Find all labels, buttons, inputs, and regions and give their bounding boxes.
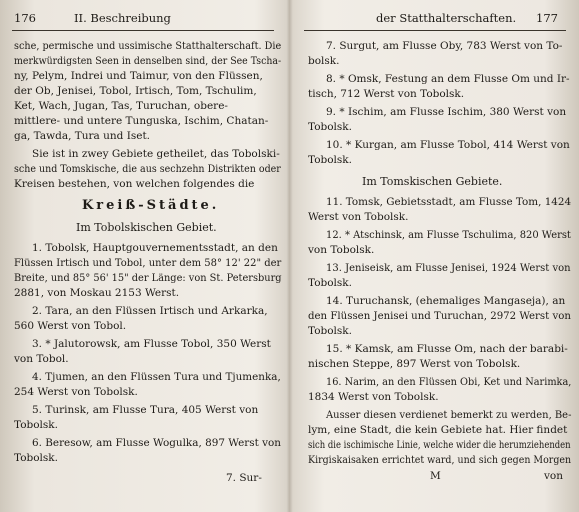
text-line: Sie ist in zwey Gebiete getheilet, das Tobolski- <box>32 148 280 160</box>
entry-line: tisch, 712 Werst von Tobolsk. <box>308 88 465 100</box>
entry-line: den Flüssen Jenisei und Turuchan, 2972 Werst von <box>308 310 571 322</box>
text-line: lym, eine Stadt, die kein Gebiete hat. Hier findet <box>308 424 568 436</box>
entry-line: von Tobolsk. <box>308 244 375 256</box>
header-rule <box>304 30 566 31</box>
entry-line: Werst von Tobolsk. <box>308 211 409 223</box>
entry-line: 10. * Kurgan, am Flusse Tobol, 414 Werst von <box>326 139 570 151</box>
entry-line: Tobolsk. <box>308 277 352 289</box>
entry-line: Tobolsk. <box>14 419 58 431</box>
header-rule <box>12 30 274 31</box>
page-number: 177 <box>536 11 558 25</box>
entry-line: von Tobol. <box>14 353 69 365</box>
entry-line: 15. * Kamsk, am Flusse Om, nach der barabi- <box>326 343 568 355</box>
entry-line: 14. Turuchansk, (ehemaliges Mangaseja), an <box>326 295 566 307</box>
text-line: merkwürdigsten Seen in denselben sind, der See Tscha- <box>14 55 282 67</box>
entry-line: 1834 Werst von Tobolsk. <box>308 391 439 403</box>
entry-line: 7. Surgut, am Flusse Oby, 783 Werst von To- <box>326 40 563 52</box>
entry-line: Tobolsk. <box>308 154 352 166</box>
entry-line: 9. * Ischim, am Flusse Ischim, 380 Werst von <box>326 106 567 118</box>
text-line: ga, Tawda, Tura und Iset. <box>14 130 151 142</box>
entry-line: Tobolsk. <box>308 121 352 133</box>
text-line: mittlere- und untere Tunguska, Ischim, Chatan- <box>14 115 269 127</box>
entry-line: 3. * Jalutorowsk, am Flusse Tobol, 350 Werst <box>32 338 271 350</box>
text-line: sche und Tomskische, die aus sechzehn Distrikten oder <box>14 163 281 175</box>
text-line: ny, Pelym, Indrei und Taimur, von den Flüssen, <box>14 70 263 82</box>
entry-line: 13. Jeniseisk, am Flusse Jenisei, 1924 Werst von <box>326 262 571 274</box>
left-page <box>0 0 289 512</box>
entry-line: Flüssen Irtisch und Tobol, unter dem 58° 12' 22" der <box>14 257 282 269</box>
entry-line: 16. Narim, an den Flüssen Obi, Ket und Narimka, <box>326 376 572 388</box>
entry-line: 5. Turinsk, am Flusse Tura, 405 Werst von <box>32 404 259 416</box>
sub-title: Im Tobolskischen Gebiet. <box>76 221 217 234</box>
text-line: der Ob, Jenisei, Tobol, Irtisch, Tom, Tschulim, <box>14 85 257 97</box>
section-title: Kreiß-Städte. <box>82 198 220 213</box>
entry-line: nischen Steppe, 897 Werst von Tobolsk. <box>308 358 521 370</box>
text-line: Ket, Wach, Jugan, Tas, Turuchan, obere- <box>14 100 228 112</box>
catchword: 7. Sur- <box>226 472 262 484</box>
entry-line: 11. Tomsk, Gebietsstadt, am Flusse Tom, 1424 <box>326 196 572 208</box>
entry-line: 254 Werst von Tobolsk. <box>14 386 138 398</box>
entry-line: 8. * Omsk, Festung an dem Flusse Om und Ir- <box>326 73 570 85</box>
running-head: der Statthalterschaften. <box>376 11 517 25</box>
right-page <box>290 0 579 512</box>
entry-line: 1. Tobolsk, Hauptgouvernementsstadt, an den <box>32 242 278 254</box>
page-number: 176 <box>14 11 36 25</box>
signature-mark: M <box>430 470 441 482</box>
entry-line: Tobolsk. <box>308 325 352 337</box>
text-line: Kreisen bestehen, von welchen folgendes die <box>14 178 255 190</box>
text-line: Kirgiskaisaken errichtet ward, und sich gegen Morgen <box>308 454 572 466</box>
entry-line: 6. Beresow, am Flusse Wogulka, 897 Werst von <box>32 437 281 449</box>
entry-line: 12. * Atschinsk, am Flusse Tschulima, 820 Werst <box>326 229 571 241</box>
entry-line: 4. Tjumen, an den Flüssen Tura und Tjumenka, <box>32 371 281 383</box>
entry-line: bolsk. <box>308 55 340 67</box>
entry-line: 2881, von Moskau 2153 Werst. <box>14 287 180 299</box>
entry-line: 560 Werst von Tobol. <box>14 320 127 332</box>
text-line: Ausser diesen verdienet bemerkt zu werden, Be- <box>326 409 572 421</box>
catchword: von <box>544 470 564 482</box>
text-line: sche, permische und ussimische Statthalterschaft. Die <box>14 40 282 52</box>
text-line: sich die ischimische Linie, welche wider die herumziehenden <box>308 439 571 451</box>
entry-line: 2. Tara, an den Flüssen Irtisch und Arkarka, <box>32 305 268 317</box>
entry-line: Tobolsk. <box>14 452 58 464</box>
running-head: II. Beschreibung <box>74 11 171 25</box>
sub-title: Im Tomskischen Gebiete. <box>362 175 503 188</box>
entry-line: Breite, und 85° 56' 15" der Länge: von St. Petersburg <box>14 272 282 284</box>
